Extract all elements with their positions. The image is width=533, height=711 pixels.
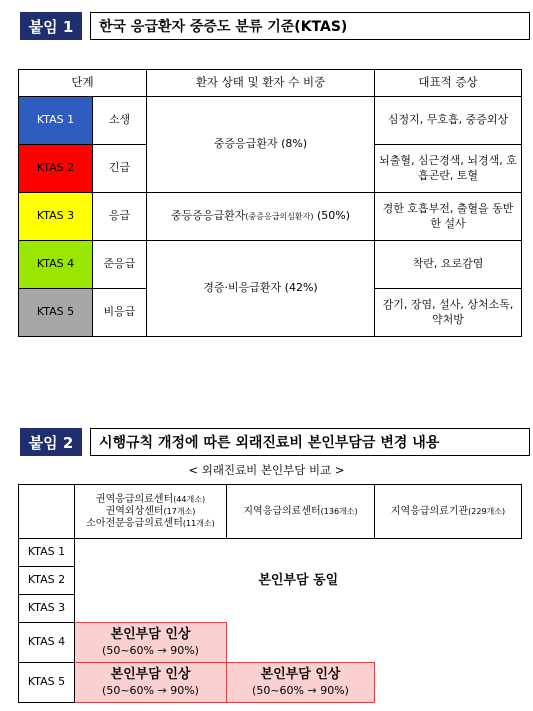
ktas3-name: 응급 xyxy=(93,193,147,241)
same-cost-text: 본인부담 동일 xyxy=(258,572,339,588)
section2-caption: < 외래진료비 본인부담 비교 > xyxy=(188,463,345,477)
col1-line2: 권역외상센터(17개소) xyxy=(105,505,196,517)
section1-tag: 붙임 1 xyxy=(20,12,82,40)
section2-header xyxy=(20,428,530,456)
corner-cell xyxy=(19,485,75,539)
ktas-table xyxy=(18,69,522,337)
section2-tag: 붙임 2 xyxy=(20,428,82,456)
header-status: 환자 상태 및 환자 수 비중 xyxy=(147,70,375,97)
ktas4-regional-increase: 본인부담 인상 (50~60% → 90%) xyxy=(75,623,227,663)
section1-header xyxy=(20,12,530,40)
status-severe: 중증응급환자 (8%) xyxy=(147,97,375,193)
row-ktas1: KTAS 1 xyxy=(19,539,75,567)
col-regional-centers xyxy=(75,485,227,539)
ktas2-symptoms: 뇌출혈, 심근경색, 뇌경색, 호흡곤란, 토혈 xyxy=(375,145,522,193)
section2-title: 시행규칙 개정에 따른 외래진료비 본인부담금 변경 내용 xyxy=(90,428,530,456)
col-local-centers: 지역응급의료센터(136개소) xyxy=(227,485,375,539)
row-ktas5: KTAS 5 xyxy=(19,663,75,703)
ktas1-symptoms: 심정지, 무호흡, 중증외상 xyxy=(375,97,522,145)
status-moderate-main: 중등증응급환자 xyxy=(171,209,246,223)
ktas5-symptoms: 감기, 장염, 설사, 상처소독, 약처방 xyxy=(375,289,522,337)
ktas1-code: KTAS 1 xyxy=(19,97,93,145)
ktas4-blank xyxy=(227,623,522,663)
header-symptoms: 대표적 증상 xyxy=(375,70,522,97)
ktas5-local-increase: 본인부담 인상 (50~60% → 90%) xyxy=(227,663,375,703)
col1-line1: 권역응급의료센터(44개소) xyxy=(95,493,206,505)
ktas4-name: 준응급 xyxy=(93,241,147,289)
ktas5-code: KTAS 5 xyxy=(19,289,93,337)
row-ktas3: KTAS 3 xyxy=(19,595,75,623)
section1-title: 한국 응급환자 중증도 분류 기준(KTAS) xyxy=(90,12,530,40)
ktas2-code: KTAS 2 xyxy=(19,145,93,193)
row-ktas2: KTAS 2 xyxy=(19,567,75,595)
status-moderate xyxy=(147,193,375,241)
ktas3-symptoms: 경한 호흡부전, 출혈을 동반한 설사 xyxy=(375,193,522,241)
header-stage: 단계 xyxy=(19,70,147,97)
copay-table xyxy=(18,484,522,703)
ktas5-regional-increase: 본인부담 인상 (50~60% → 90%) xyxy=(75,663,227,703)
ktas3-code: KTAS 3 xyxy=(19,193,93,241)
ktas2-name: 긴급 xyxy=(93,145,147,193)
status-moderate-sub: (중증응급의심환자) xyxy=(245,212,314,222)
ktas5-blank xyxy=(375,663,522,703)
status-mild: 경증·비응급환자 (42%) xyxy=(147,241,375,337)
status-moderate-pct: (50%) xyxy=(313,209,350,223)
row-ktas4: KTAS 4 xyxy=(19,623,75,663)
same-cost-cell xyxy=(75,539,522,623)
col1-line3: 소아전문응급의료센터(11개소) xyxy=(86,517,215,529)
ktas4-symptoms: 착란, 요로감염 xyxy=(375,241,522,289)
ktas4-code: KTAS 4 xyxy=(19,241,93,289)
col-local-institutions: 지역응급의료기관(229개소) xyxy=(375,485,522,539)
ktas5-name: 비응급 xyxy=(93,289,147,337)
ktas1-name: 소생 xyxy=(93,97,147,145)
